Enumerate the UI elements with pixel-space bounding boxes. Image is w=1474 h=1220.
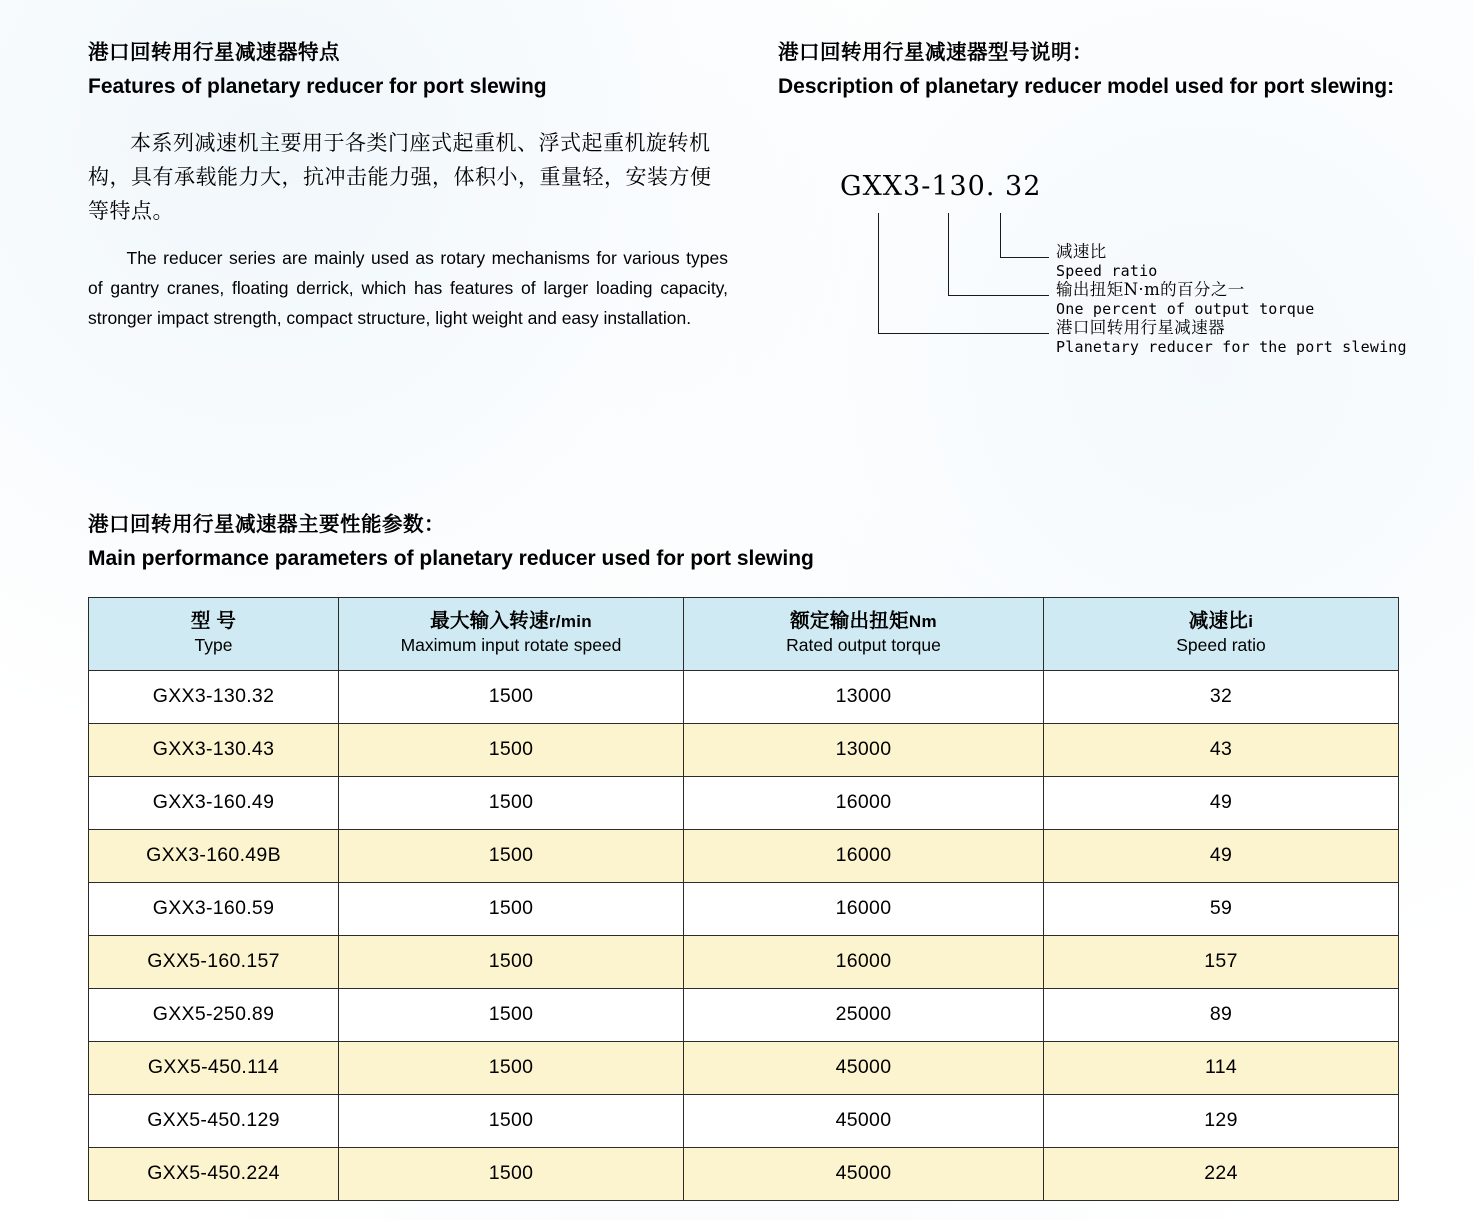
cell-type: GXX3-160.49B	[89, 829, 339, 882]
cell-torque: 16000	[684, 776, 1044, 829]
cell-ratio: 32	[1044, 670, 1399, 723]
cell-type: GXX5-450.129	[89, 1094, 339, 1147]
cell-speed: 1500	[339, 988, 684, 1041]
features-title-cn: 港口回转用行星减速器特点	[88, 41, 340, 64]
table-title-cn: 港口回转用行星减速器主要性能参数：	[88, 513, 445, 536]
callout-speed-ratio	[1056, 241, 1158, 282]
cell-speed: 1500	[339, 723, 684, 776]
table-row	[89, 776, 1399, 829]
cell-speed: 1500	[339, 935, 684, 988]
model-title-cn: 港口回转用行星减速器型号说明：	[778, 41, 1093, 64]
header-speed-en: Maximum input rotate speed	[400, 635, 622, 656]
callout-speed-ratio-cn: 减速比	[1056, 241, 1107, 261]
performance-table	[88, 597, 1399, 1201]
header-torque-cn: 额定输出扭矩	[790, 609, 909, 632]
cell-ratio: 49	[1044, 829, 1399, 882]
cell-ratio: 224	[1044, 1147, 1399, 1200]
cell-speed: 1500	[339, 776, 684, 829]
cell-torque: 45000	[684, 1094, 1044, 1147]
model-description-section	[778, 40, 1428, 431]
table-row	[89, 935, 1399, 988]
model-code-text: GXX3-130. 32	[840, 170, 1042, 202]
table-title-en: Main performance parameters of planetary reducer used for port slewing	[88, 546, 814, 570]
header-ratio-en: Speed ratio	[1176, 635, 1266, 656]
callout-reducer-type-en: Planetary reducer for the port slewing	[1056, 338, 1407, 357]
cell-ratio: 43	[1044, 723, 1399, 776]
table-header-torque	[684, 597, 1044, 670]
features-body-en: The reducer series are mainly used as rotary mechanisms for various types of gantry cranes, floating derrick, which has features of larger loading capacity, stronger impact strength, compact structure, light weight and easy installation.	[88, 248, 728, 329]
header-ratio-cn: 减速比	[1188, 609, 1249, 632]
table-row	[89, 988, 1399, 1041]
header-speed-cn: 最大输入转速	[430, 609, 549, 632]
callout-output-torque-cn: 输出扭矩N·m的百分之一	[1056, 279, 1245, 299]
cell-type: GXX3-160.49	[89, 776, 339, 829]
header-torque-en: Rated output torque	[786, 635, 941, 656]
table-row	[89, 670, 1399, 723]
header-type-cn: 型 号	[190, 609, 237, 632]
features-body-cn: 本系列减速机主要用于各类门座式起重机、浮式起重机旋转机构，具有承载能力大，抗冲击能力强，体积小，重量轻，安装方便等特点。	[88, 131, 712, 224]
table-body	[89, 670, 1399, 1200]
cell-speed: 1500	[339, 670, 684, 723]
header-ratio-cn-suffix: i	[1248, 611, 1254, 631]
header-type-en: Type	[194, 635, 233, 656]
table-row	[89, 829, 1399, 882]
table-row	[89, 882, 1399, 935]
cell-torque: 13000	[684, 670, 1044, 723]
callout-reducer-type-cn: 港口回转用行星减速器	[1056, 317, 1225, 337]
cell-torque: 16000	[684, 935, 1044, 988]
cell-torque: 45000	[684, 1041, 1044, 1094]
callout-reducer-type	[1056, 317, 1407, 358]
cell-type: GXX5-160.157	[89, 935, 339, 988]
table-header-speed	[339, 597, 684, 670]
cell-type: GXX5-450.224	[89, 1147, 339, 1200]
cell-torque: 45000	[684, 1147, 1044, 1200]
cell-type: GXX3-130.43	[89, 723, 339, 776]
cell-type: GXX5-250.89	[89, 988, 339, 1041]
cell-ratio: 89	[1044, 988, 1399, 1041]
features-title-en: Features of planetary reducer for port slewing	[88, 74, 547, 98]
cell-ratio: 157	[1044, 935, 1399, 988]
callout-output-torque-en: One percent of output torque	[1056, 300, 1315, 319]
cell-speed: 1500	[339, 1147, 684, 1200]
cell-ratio: 49	[1044, 776, 1399, 829]
cell-ratio: 114	[1044, 1041, 1399, 1094]
cell-speed: 1500	[339, 1041, 684, 1094]
cell-speed: 1500	[339, 1094, 684, 1147]
table-row	[89, 1094, 1399, 1147]
features-section	[88, 40, 728, 333]
cell-speed: 1500	[339, 882, 684, 935]
cell-torque: 16000	[684, 829, 1044, 882]
cell-torque: 25000	[684, 988, 1044, 1041]
cell-torque: 16000	[684, 882, 1044, 935]
cell-ratio: 59	[1044, 882, 1399, 935]
cell-type: GXX3-130.32	[89, 670, 339, 723]
model-title-en: Description of planetary reducer model used for port slewing:	[778, 74, 1395, 98]
model-code-diagram	[778, 171, 1428, 431]
cell-torque: 13000	[684, 723, 1044, 776]
performance-parameters-section	[88, 512, 1398, 1201]
callout-speed-ratio-en: Speed ratio	[1056, 262, 1158, 281]
header-torque-cn-suffix: Nm	[908, 611, 937, 631]
table-row	[89, 1041, 1399, 1094]
cell-type: GXX5-450.114	[89, 1041, 339, 1094]
table-row	[89, 1147, 1399, 1200]
callout-output-torque	[1056, 279, 1314, 320]
cell-speed: 1500	[339, 829, 684, 882]
cell-ratio: 129	[1044, 1094, 1399, 1147]
cell-type: GXX3-160.59	[89, 882, 339, 935]
table-header-row	[89, 597, 1399, 670]
table-header-ratio	[1044, 597, 1399, 670]
header-speed-cn-suffix: r/min	[548, 611, 592, 631]
table-header-type	[89, 597, 339, 670]
table-row	[89, 723, 1399, 776]
leader-line-reducer-type	[878, 213, 1049, 334]
